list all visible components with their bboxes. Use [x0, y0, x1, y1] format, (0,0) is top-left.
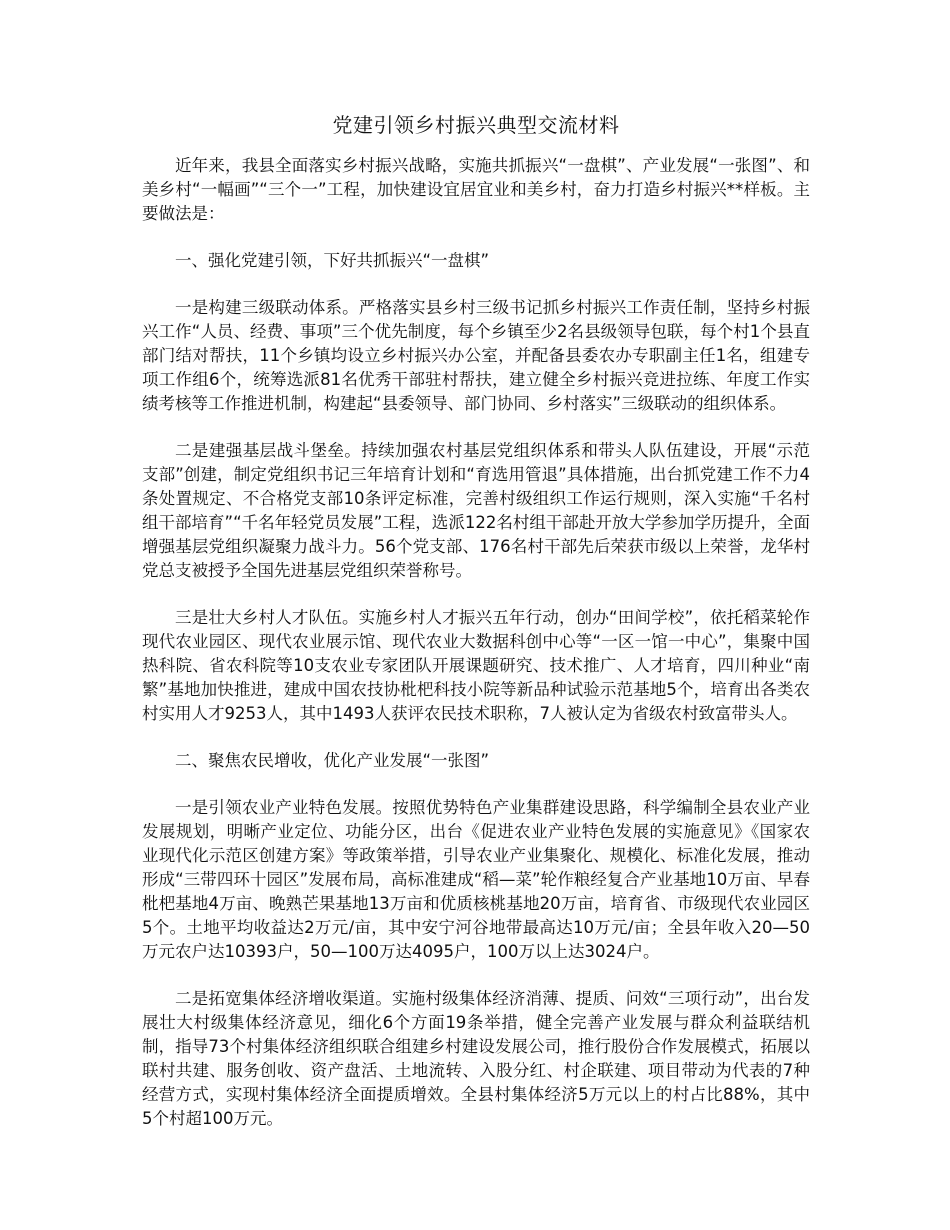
section-1-paragraph-2: 二是建强基层战斗堡垒。持续加强农村基层党组织体系和带头人队伍建设，开展“示范支部”创建，制定党组织书记三年培育计划和“育选用管退”具体措施，出台抓党建工作不力4条处置规定、不合格党支部10条评定标准，完善村级组织工作运行规则，深入实施“千名村组干部培育”“千名年轻党员发展”工程，选派122名村组干部赴开放大学参加学历提升，全面增强基层党组织凝聚力战斗力。56个党支部、176名村干部先后荣获市级以上荣誉，龙华村党总支被授予全国先进基层党组织荣誉称号。: [142, 441, 810, 580]
section-1-heading: 一、强化党建引领，下好共抓振兴“一盘棋”: [175, 251, 490, 270]
section-2-paragraph-2: 二是拓宽集体经济增收渠道。实施村级集体经济消薄、提质、问效“三项行动”，出台发展壮大村级集体经济意见，细化6个方面19条举措，健全完善产业发展与群众利益联结机制，指导73个村集体经济组织联合组建乡村建设发展公司，推行股份合作发展模式，拓展以联村共建、服务创收、资产盘活、土地流转、入股分红、村企联建、项目带动为代表的7种经营方式，实现村集体经济全面提质增效。全县村集体经济5万元以上的村占比88%，其中5个村超100万元。: [142, 989, 810, 1128]
intro-paragraph: 近年来，我县全面落实乡村振兴战略，实施共抓振兴“一盘棋”、产业发展“一张图”、和美乡村“一幅画”“三个一”工程，加快建设宜居宜业和美乡村，奋力打造乡村振兴**样板。主要做法是：: [142, 156, 810, 223]
section-2-heading: 二、聚焦农民增收，优化产业发展“一张图”: [175, 751, 490, 770]
section-2-paragraph-1: 一是引领农业产业特色发展。按照优势特色产业集群建设思路，科学编制全县农业产业发展规划，明晰产业定位、功能分区，出台《促进农业产业特色发展的实施意见》《国家农业现代化示范区创建方案》等政策举措，引导农业产业集聚化、规模化、标准化发展，推动形成“三带四环十园区”发展布局，高标准建成“稻—菜”轮作粮经复合产业基地10万亩、早春枇杷基地4万亩、晚熟芒果基地13万亩和优质核桃基地20万亩，培育省、市级现代农业园区5个。土地平均收益达2万元/亩，其中安宁河谷地带最高达10万元/亩；全县年收入20—50万元农户达10393户，50—100万达4095户，100万以上达3024户。: [142, 798, 810, 961]
document-page: [142, 110, 810, 1154]
document-title: 党建引领乡村振兴典型交流材料: [332, 113, 620, 137]
section-1-paragraph-3: 三是壮大乡村人才队伍。实施乡村人才振兴五年行动，创办“田间学校”，依托稻菜轮作现代农业园区、现代农业展示馆、现代农业大数据科创中心等“一区一馆一中心”，集聚中国热科院、省农科院等10支农业专家团队开展课题研究、技术推广、人才培育，四川种业“南繁”基地加快推进，建成中国农技协枇杷科技小院等新品种试验示范基地5个，培育出各类农村实用人才9253人，其中1493人获评农民技术职称，7人被认定为省级农村致富带头人。: [142, 608, 810, 723]
section-1-paragraph-1: 一是构建三级联动体系。严格落实县乡村三级书记抓乡村振兴工作责任制，坚持乡村振兴工作“人员、经费、事项”三个优先制度，每个乡镇至少2名县级领导包联，每个村1个县直部门结对帮扶，11个乡镇均设立乡村振兴办公室，并配备县委农办专职副主任1名，组建专项工作组6个，统筹选派81名优秀干部驻村帮扶，建立健全乡村振兴竞进拉练、年度工作实绩考核等工作推进机制，构建起“县委领导、部门协同、乡村落实”三级联动的组织体系。: [142, 298, 810, 413]
